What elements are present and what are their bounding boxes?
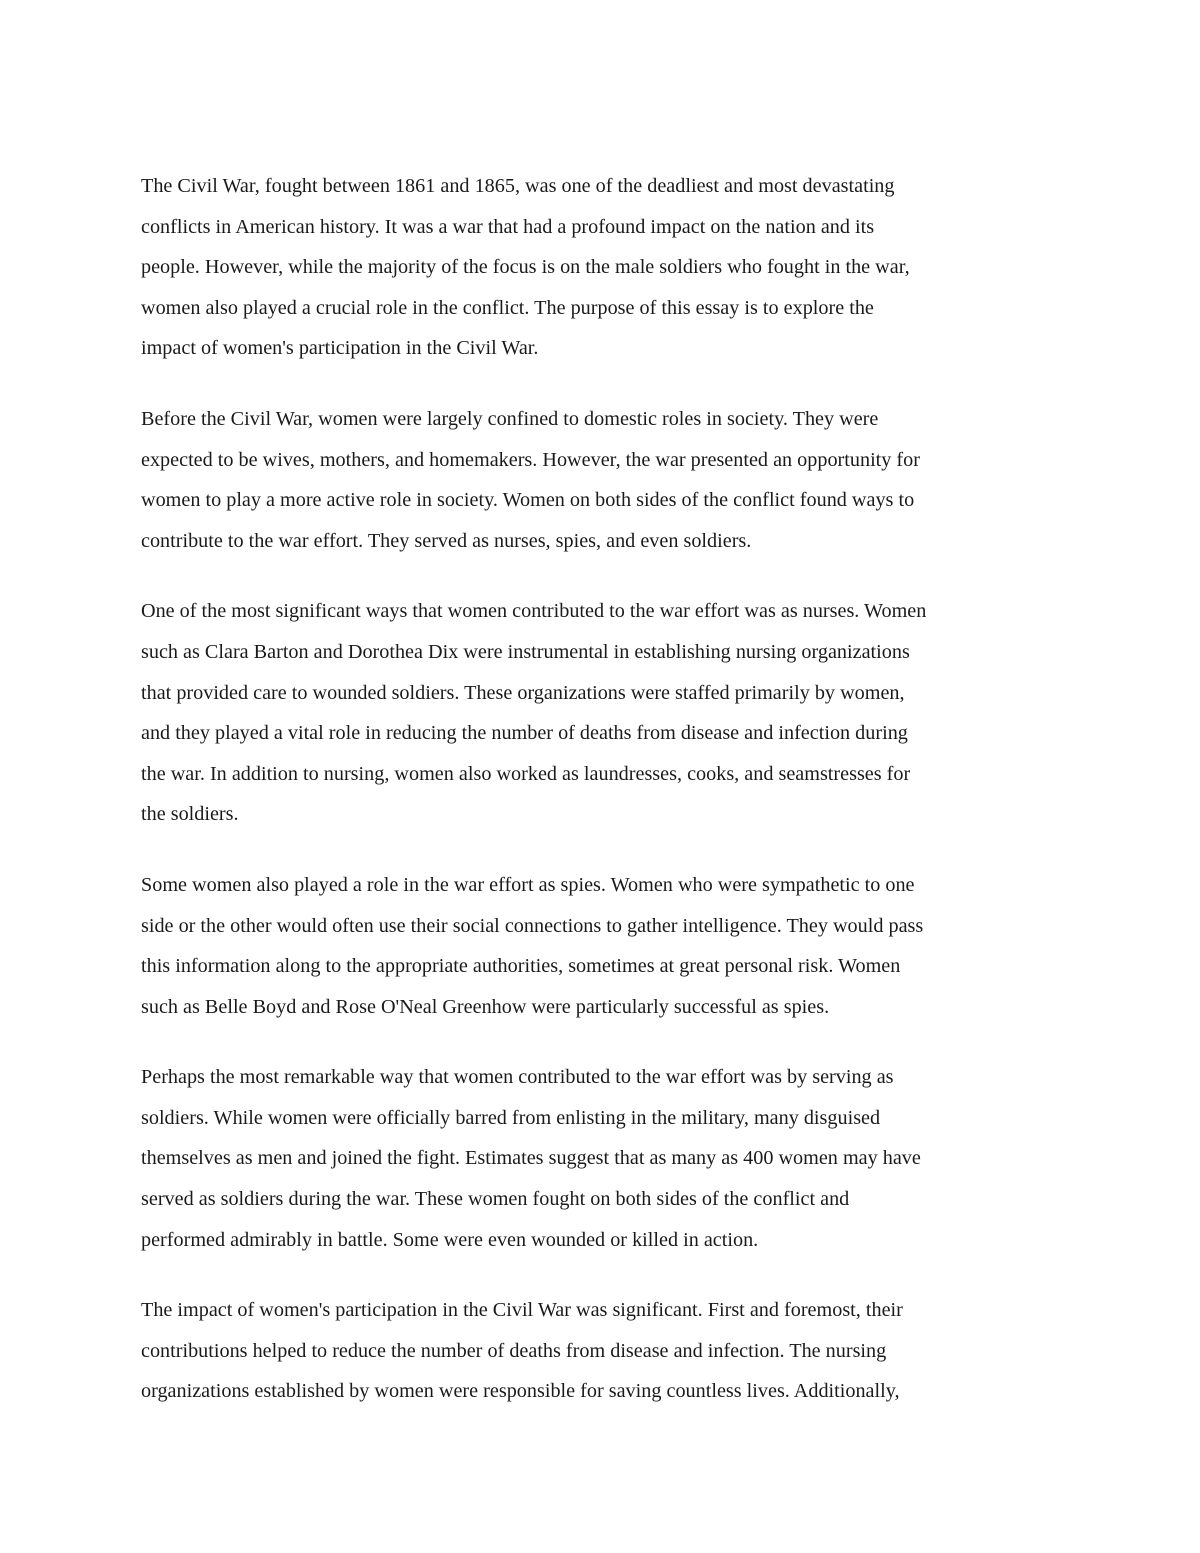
text-line: such as Belle Boyd and Rose O'Neal Greenhow were particularly successful as spies. bbox=[141, 995, 830, 1018]
text-line: women to play a more active role in society. Women on both sides of the conflict found ways to bbox=[141, 489, 915, 512]
text-line: soldiers. While women were officially barred from enlisting in the military, many disguised bbox=[141, 1106, 881, 1129]
text-line: Before the Civil War, women were largely confined to domestic roles in society. They were bbox=[141, 407, 879, 430]
text-line: The Civil War, fought between 1861 and 1865, was one of the deadliest and most devastating bbox=[141, 175, 895, 197]
text-line: conflicts in American history. It was a war that had a profound impact on the nation and its bbox=[141, 215, 875, 238]
text-line: the soldiers. bbox=[141, 803, 239, 826]
text-line: served as soldiers during the war. These women fought on both sides of the conflict and bbox=[141, 1188, 850, 1211]
paragraph-3 bbox=[141, 591, 1066, 835]
text-line: performed admirably in battle. Some were even wounded or killed in action. bbox=[141, 1228, 759, 1251]
paragraph-1 bbox=[141, 166, 1066, 369]
text-line: organizations established by women were responsible for saving countless lives. Additionally, bbox=[141, 1380, 900, 1403]
text-line: One of the most significant ways that women contributed to the war effort was as nurses. Women bbox=[141, 600, 927, 623]
text-line: such as Clara Barton and Dorothea Dix were instrumental in establishing nursing organizations bbox=[141, 640, 910, 663]
text-line: expected to be wives, mothers, and homemakers. However, the war presented an opportunity for bbox=[141, 448, 920, 471]
text-line: contributions helped to reduce the number of deaths from disease and infection. The nursing bbox=[141, 1339, 887, 1362]
paragraph-5 bbox=[141, 1057, 1066, 1260]
text-line: Some women also played a role in the war effort as spies. Women who were sympathetic to one bbox=[141, 873, 915, 896]
text-line: Perhaps the most remarkable way that women contributed to the war effort was by serving as bbox=[141, 1066, 894, 1089]
text-line: contribute to the war effort. They served as nurses, spies, and even soldiers. bbox=[141, 529, 752, 552]
text-line: the war. In addition to nursing, women also worked as laundresses, cooks, and seamstresses for bbox=[141, 762, 911, 785]
text-line: women also played a crucial role in the conflict. The purpose of this essay is to explore the bbox=[141, 296, 874, 319]
text-line: The impact of women's participation in the Civil War was significant. First and foremost, their bbox=[141, 1299, 903, 1322]
text-line: this information along to the appropriate authorities, sometimes at great personal risk. Women bbox=[141, 955, 901, 978]
text-line: that provided care to wounded soldiers. These organizations were staffed primarily by women, bbox=[141, 681, 905, 704]
text-line: themselves as men and joined the fight. Estimates suggest that as many as 400 women may have bbox=[141, 1147, 921, 1170]
paragraph-2 bbox=[141, 399, 1066, 561]
text-line: side or the other would often use their social connections to gather intelligence. They would pass bbox=[141, 914, 924, 937]
text-line: impact of women's participation in the Civil War. bbox=[141, 337, 539, 360]
paragraph-4 bbox=[141, 865, 1066, 1027]
text-line: people. However, while the majority of the focus is on the male soldiers who fought in the war, bbox=[141, 256, 910, 279]
document-body bbox=[141, 166, 1066, 1442]
text-line: and they played a vital role in reducing the number of deaths from disease and infection during bbox=[141, 722, 908, 745]
paragraph-6 bbox=[141, 1290, 1066, 1412]
